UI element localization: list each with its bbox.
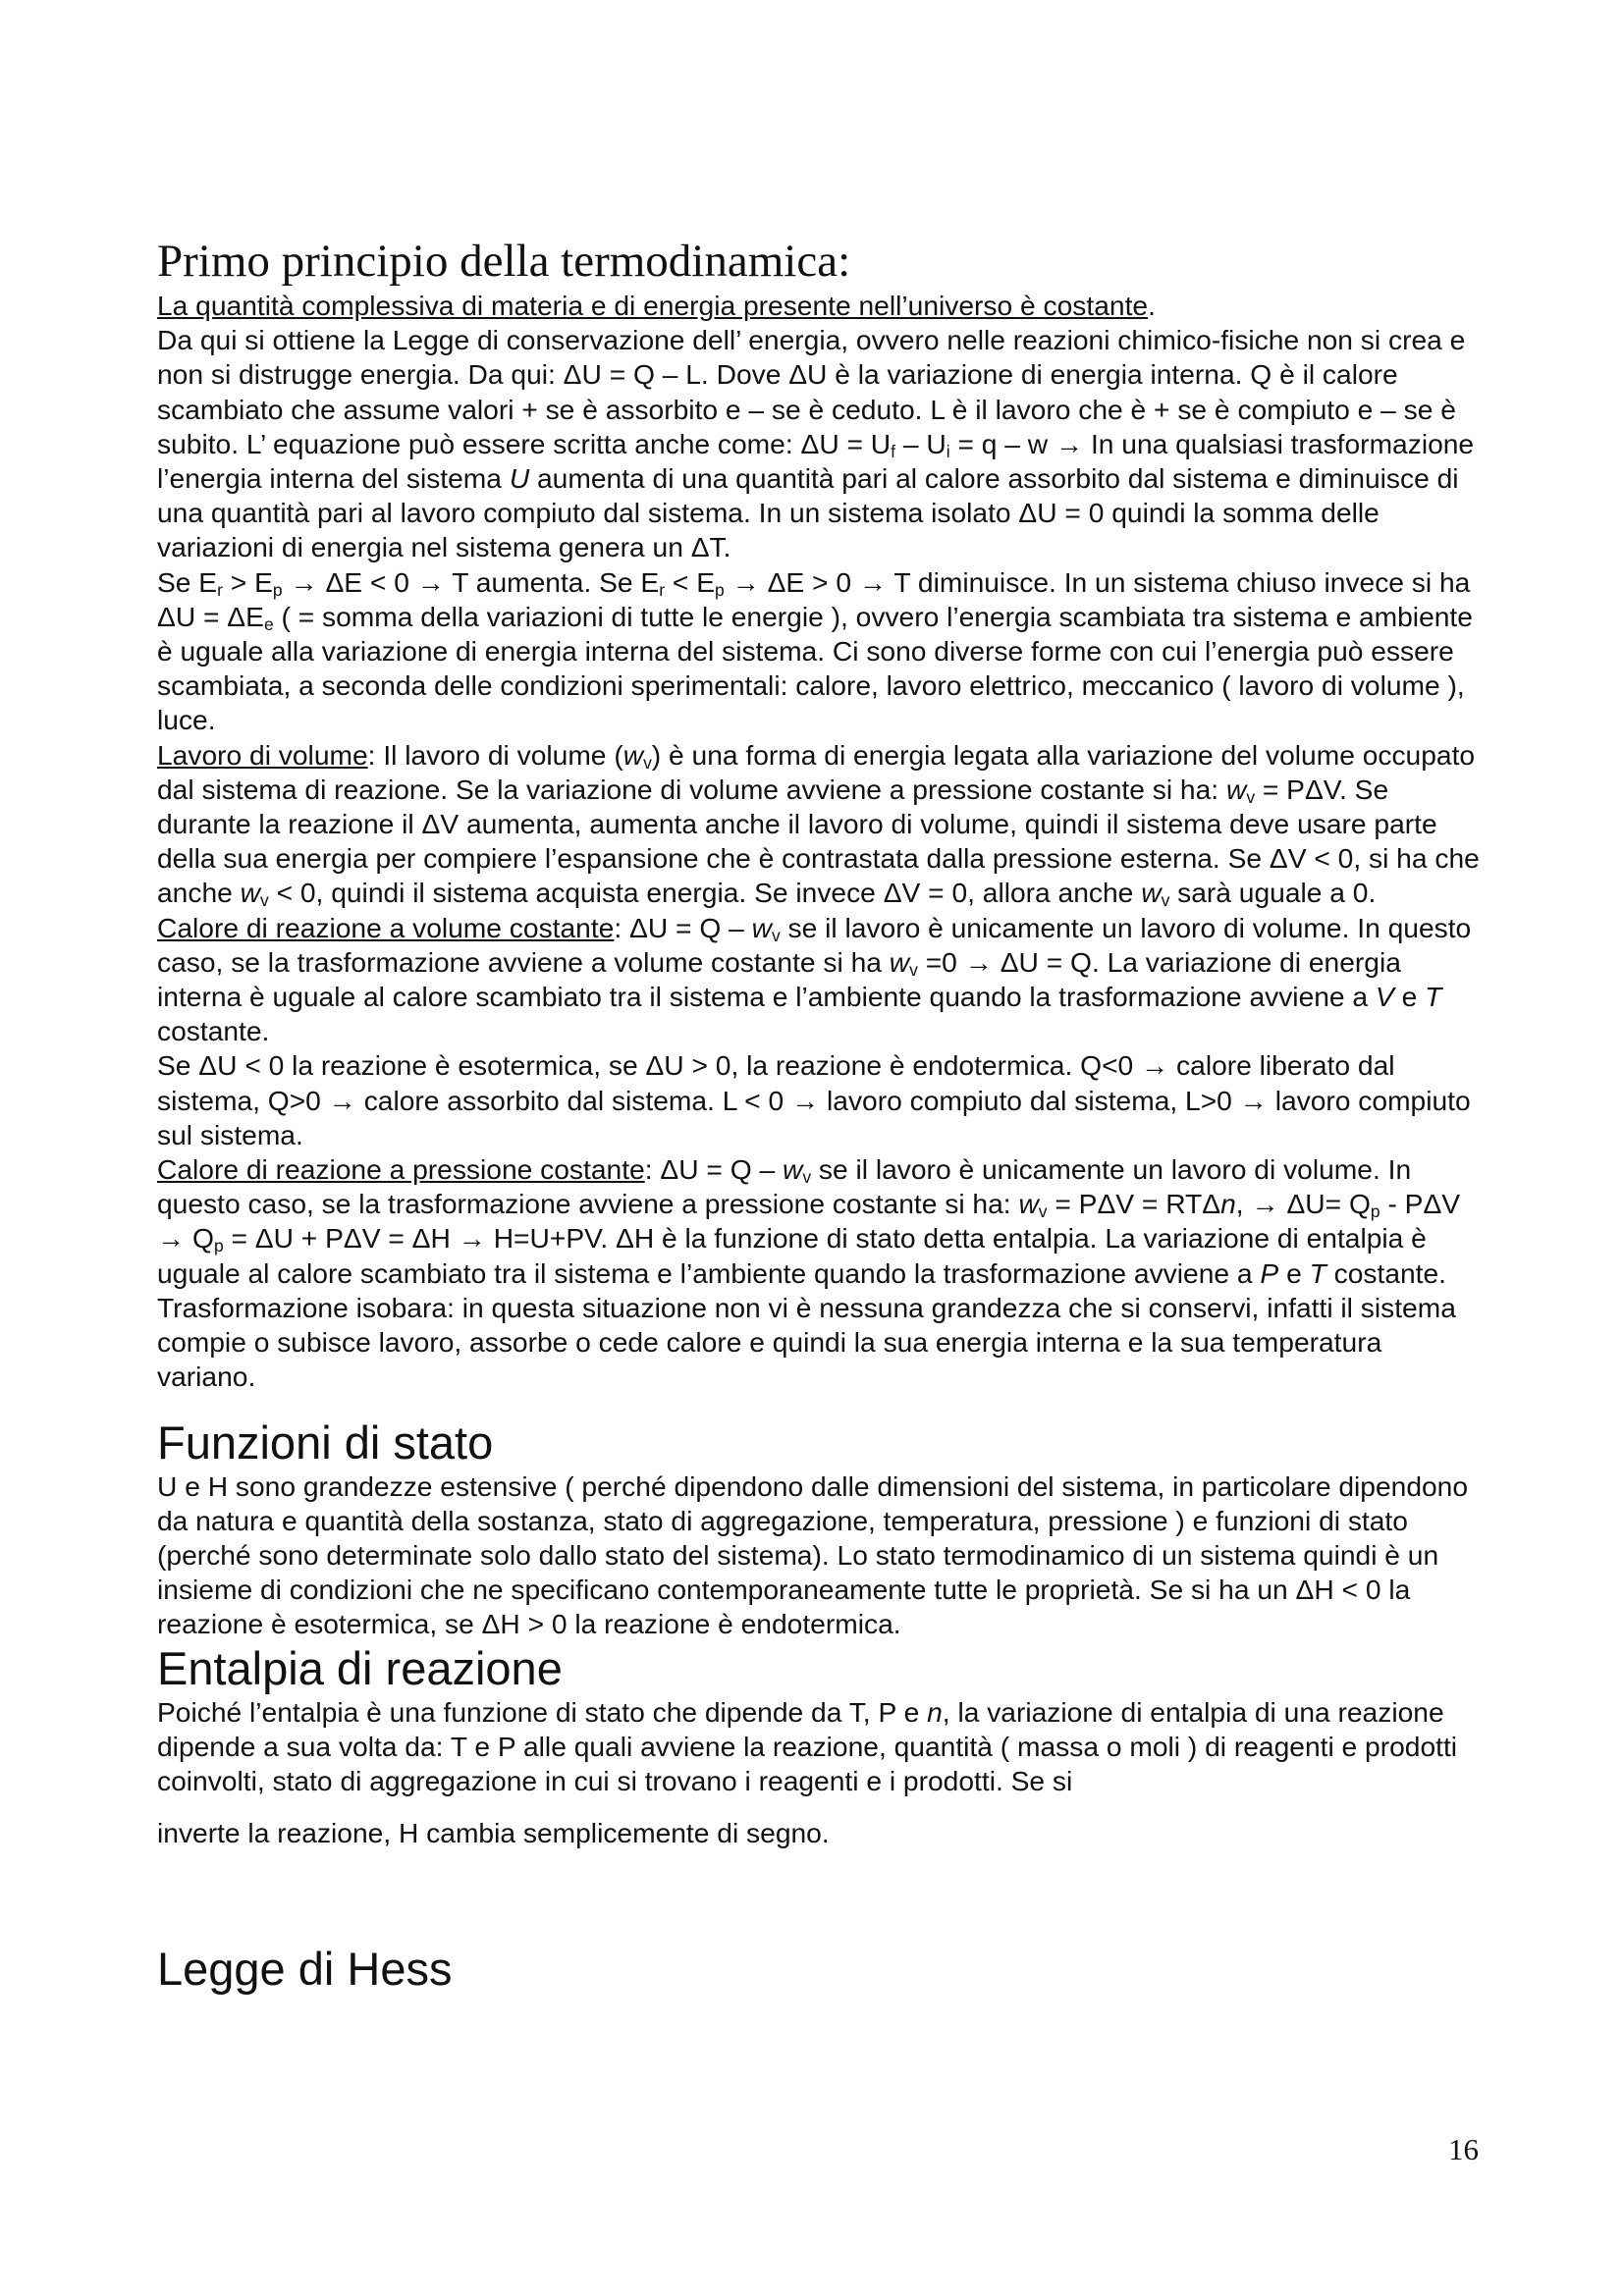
spacer: [157, 1850, 1483, 1905]
text: ( = somma della variazioni di tutte le energie ), ovvero l’energia scambiata tra sistema e ambiente è uguale alla variazione di energia interna del sistema. Ci sono diverse forme con cui l’energia può essere scambiata, a seconda delle condizioni sperimentali: calore, lavoro elettrico, meccanico ( lavoro di volume ), luce.: [157, 600, 1473, 736]
text: , la variazione di entalpia di una reazione dipende a sua volta da: T e P alle quali avviene la reazione, quantità ( massa o moli ) di reagenti e prodotti coinvolti, stato di aggregazione in cui si trovano i reagenti e i prodotti. Se si: [157, 1695, 1458, 1796]
text: costante.: [1325, 1256, 1447, 1289]
section-title-entalpia: Entalpia di reazione: [157, 1641, 563, 1694]
intro-tail: .: [1148, 290, 1156, 321]
italic-symbol: V: [1375, 981, 1394, 1013]
text: Da qui si ottiene la Legge di conservazione dell’ energia, ovvero nelle reazioni chimico-fisiche non si crea e non si distrugge energia. Da qui: ΔU = Q – L. Dove ΔU è la variazione di energia interna. Q è il calore scambiato che assume valori + se è assorbito e – se è ceduto. L è il lavoro che è + se è compiuto e – se è subito. L’ equazione può essere scritta anche come: ΔU = U: [157, 324, 1466, 459]
text: Poiché l’entalpia è una funzione di stato che dipende da T, P e: [157, 1695, 928, 1728]
term-title: Calore di reazione a volume costante: [157, 911, 615, 943]
italic-symbol: n: [927, 1695, 943, 1728]
text: - PΔV → Q: [157, 1188, 1461, 1255]
text: =0 → ΔU = Q. La variazione di energia interna è uguale al calore scambiato tra il sistema e l’ambiente quando la trasformazione avviene a: [157, 945, 1401, 1013]
paragraph-entalpia: [157, 1695, 1483, 1799]
term-title: Lavoro di volume: [157, 738, 368, 771]
subscript: p: [1370, 1201, 1380, 1222]
spacer: [157, 1395, 1483, 1416]
italic-symbol: w: [622, 738, 644, 771]
italic-symbol: n: [1220, 1188, 1236, 1220]
section-title-funzioni-di-stato: Funzioni di stato: [157, 1415, 494, 1468]
text: : ΔU = Q –: [614, 911, 752, 943]
text: = PΔV = RTΔ: [1047, 1188, 1221, 1220]
paragraph-energy-exchange: [157, 565, 1483, 738]
italic-symbol: w: [889, 945, 910, 978]
paragraph-lavoro-di-volume: [157, 738, 1483, 911]
text: sarà uguale a 0.: [1169, 877, 1377, 909]
subscript: r: [659, 579, 666, 600]
intro-paragraph: [157, 289, 1483, 323]
italic-symbol: T: [1309, 1256, 1326, 1289]
subscript: i: [946, 441, 950, 461]
italic-symbol: w: [1225, 773, 1247, 805]
subscript: v: [1246, 786, 1256, 807]
text: : Il lavoro di volume (: [367, 738, 623, 771]
italic-symbol: U: [509, 462, 530, 495]
italic-symbol: w: [1018, 1188, 1039, 1220]
subscript: p: [715, 579, 725, 600]
subscript: v: [260, 890, 269, 911]
subscript: v: [802, 1167, 812, 1188]
text: : ΔU = Q –: [644, 1153, 783, 1186]
text: < 0, quindi il sistema acquista energia. Se invece ΔV = 0, allora anche: [268, 877, 1142, 909]
text: – U: [895, 427, 947, 459]
italic-symbol: w: [782, 1153, 803, 1186]
subscript: r: [217, 579, 223, 600]
paragraph-isobara: Trasformazione isobara: in questa situazione non vi è nessuna grandezza che si conservi, infatti il sistema compie o subisce lavoro, assorbe o cede calore e quindi la sua energia interna e la sua temperatura variano.: [157, 1291, 1456, 1393]
subscript: f: [891, 441, 896, 461]
subscript: v: [771, 925, 781, 945]
paragraph-calore-volume-costante: [157, 911, 1483, 1049]
subscript: v: [1161, 890, 1170, 911]
paragraph-calore-pressione-costante: [157, 1152, 1483, 1291]
subscript: v: [643, 752, 652, 773]
intro-statement: La quantità complessiva di materia e di energia presente nell’universo è costante: [157, 290, 1149, 321]
text: → ΔE > 0 → T diminuisce. In un sistema chiuso invece si ha ΔU = ΔE: [157, 565, 1471, 632]
term-title: Calore di reazione a pressione costante: [157, 1153, 645, 1186]
page-content: [157, 234, 1483, 1996]
text: Se E: [157, 565, 218, 598]
text: → ΔE < 0 → T aumenta. Se E: [282, 565, 660, 598]
text: costante.: [157, 1015, 270, 1047]
section-title-legge-di-hess: Legge di Hess: [157, 1943, 453, 1996]
subscript: e: [263, 614, 274, 634]
text: , → ΔU= Q: [1235, 1188, 1371, 1220]
text: se il lavoro è unicamente un lavoro di volume. In questo caso, se la trasformazione avviene a volume costante si ha: [157, 911, 1472, 978]
italic-symbol: P: [1260, 1256, 1279, 1289]
page-number: 16: [1448, 2132, 1479, 2166]
paragraph-eso-endotermica: Se ΔU < 0 la reazione è esotermica, se ΔU > 0, la reazione è endotermica. Q<0 → calore liberato dal sistema, Q>0 → calore assorbito dal sistema. L < 0 → lavoro compiuto dal sistema, L>0 → lavoro compiuto sul sistema.: [157, 1049, 1471, 1150]
text: ) è una forma di energia legata alla variazione del volume occupato dal sistema di reazione. Se la variazione di volume avviene a pressione costante si ha:: [157, 738, 1476, 805]
section-title-primo-principio: Primo principio della termodinamica:: [157, 236, 851, 287]
spacer: [157, 1798, 1483, 1816]
paragraph-funzioni-di-stato: U e H sono grandezze estensive ( perché dipendono dalle dimensioni del sistema, in particolare dipendono da natura e quantità della sostanza, stato di aggregazione, temperatura, pressione ) e funzioni di stato (perché sono determinate solo dallo stato del sistema). Lo stato termodinamico di un sistema quindi è un insieme di condizioni che ne specificano contemporaneamente tutte le proprietà. Se si ha un ΔH < 0 la reazione è esotermica, se ΔH > 0 la reazione è endotermica.: [157, 1469, 1469, 1640]
text: = ΔU + PΔV = ΔH → H=U+PV. ΔH è la funzione di stato detta entalpia. La variazione di entalpia è uguale al calore scambiato tra il sistema e l’ambiente quando la trasformazione avviene a: [157, 1222, 1427, 1289]
paragraph-inversione: inverte la reazione, H cambia semplicemente di segno.: [157, 1817, 830, 1849]
italic-symbol: w: [1141, 877, 1162, 909]
subscript: p: [213, 1236, 224, 1256]
italic-symbol: w: [240, 877, 260, 909]
subscript: v: [909, 959, 918, 980]
italic-symbol: w: [751, 911, 772, 943]
text: = q – w → In una qualsiasi trasformazione l’energia interna del sistema: [157, 427, 1475, 495]
text: e: [1393, 981, 1426, 1013]
spacer: [157, 1905, 1483, 1943]
text: e: [1278, 1256, 1310, 1289]
text: = PΔV. Se durante la reazione il ΔV aumenta, aumenta anche il lavoro di volume, quindi il sistema deve usare parte della sua energia per compiere l’espansione che è contrastata dalla pressione esterna. Se ΔV < 0, si ha che anche: [157, 773, 1480, 909]
subscript: v: [1038, 1201, 1048, 1222]
paragraph-conservation: [157, 323, 1483, 564]
subscript: p: [272, 579, 283, 600]
italic-symbol: T: [1425, 981, 1442, 1013]
text: > E: [222, 565, 273, 598]
text: < E: [665, 565, 716, 598]
text: se il lavoro è unicamente un lavoro di volume. In questo caso, se la trasformazione avviene a pressione costante si ha:: [157, 1153, 1412, 1220]
text: aumenta di una quantità pari al calore assorbito dal sistema e diminuisce di una quantità pari al lavoro compiuto dal sistema. In un sistema isolato ΔU = 0 quindi la somma delle variazioni di energia nel sistema genera un ΔT.: [157, 462, 1459, 563]
